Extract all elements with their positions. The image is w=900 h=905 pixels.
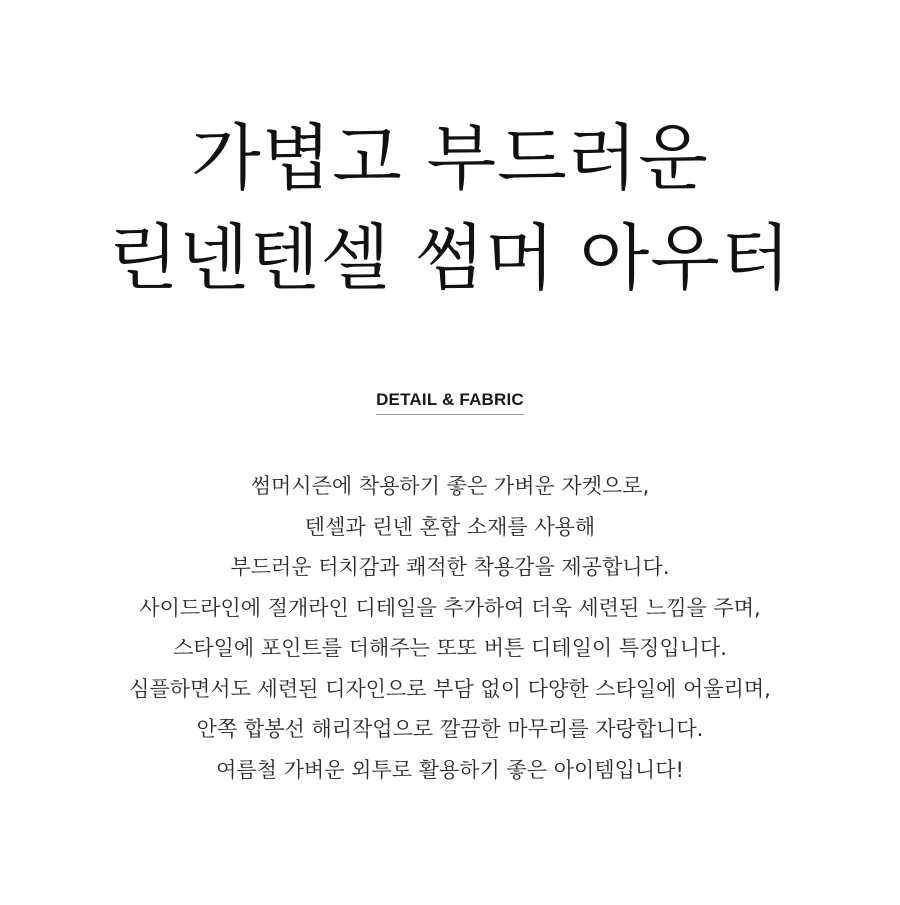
- description-line: 텐셀과 린넨 혼합 소재를 사용해: [304, 514, 596, 539]
- description-line: 스타일에 포인트를 더해주는 또또 버튼 디테일이 특징입니다.: [173, 636, 727, 660]
- product-title: [0, 108, 900, 308]
- description-line: 여름철 가벼운 외투로 활용하기 좋은 아이템입니다!: [216, 757, 684, 782]
- description-line: 안쪽 합봉선 해리작업으로 깔끔한 마무리를 자랑합니다.: [196, 717, 704, 741]
- description-line: 사이드라인에 절개라인 디테일을 추가하여 더욱 세련된 느낌을 주며,: [139, 595, 761, 620]
- section-label-detail-fabric: DETAIL & FABRIC: [376, 388, 524, 415]
- product-description: [0, 466, 900, 790]
- description-line: 썸머시즌에 착용하기 좋은 가벼운 자켓으로,: [250, 474, 650, 498]
- description-line: 심플하면서도 세련된 디자인으로 부담 없이 다양한 스타일에 어울리며,: [129, 676, 771, 701]
- product-title-line-2: 린넨텐셀 썸머 아우터: [108, 216, 792, 300]
- product-title-line-1: 가볍고 부드러운: [191, 116, 709, 200]
- section-heading: [0, 388, 900, 415]
- description-line: 부드러운 터치감과 쾌적한 착용감을 제공합니다.: [230, 555, 670, 579]
